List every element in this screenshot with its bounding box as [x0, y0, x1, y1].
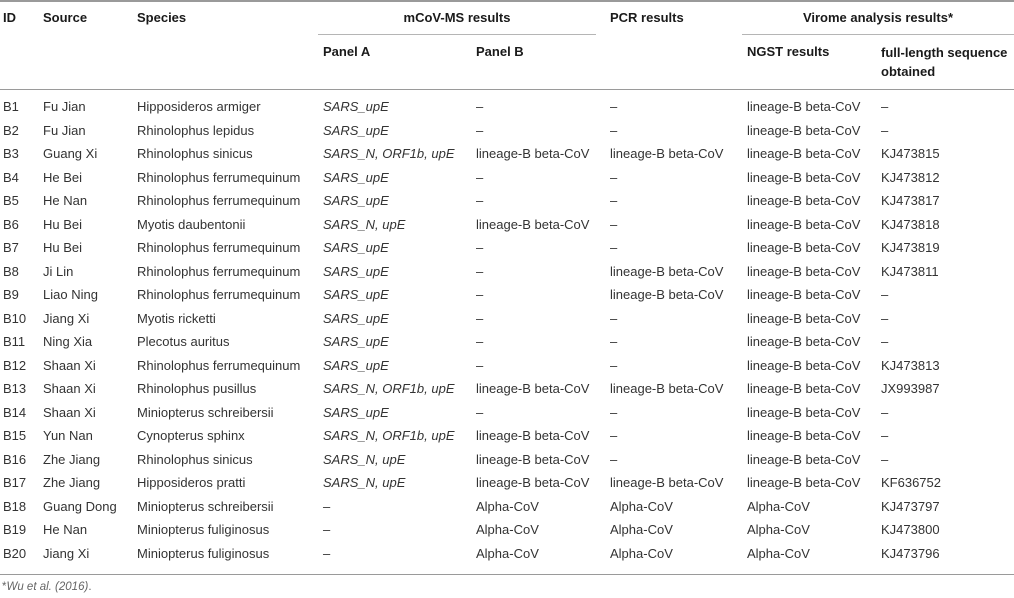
cell-species: Myotis ricketti — [137, 310, 216, 326]
cell-id: B12 — [3, 357, 27, 373]
cell-ngst: Alpha-CoV — [747, 522, 810, 537]
cell-species: Rhinolophus ferrumequinum — [137, 193, 301, 208]
cell-species: Hipposideros armiger — [137, 99, 261, 114]
cell-panel-a: SARS_N, upE — [323, 216, 406, 232]
cell-panel-b: lineage-B beta-CoV — [476, 381, 590, 396]
cell-species: Plecotus auritus — [137, 334, 230, 349]
table-row — [0, 472, 1014, 496]
cell-panel-a: SARS_upE — [323, 287, 389, 302]
cell-full-length: KJ473815 — [881, 146, 940, 161]
table-row — [0, 378, 1014, 402]
cell-panel-b: – — [476, 263, 484, 279]
table-bottom-rule — [0, 574, 1014, 575]
cell-panel-a: – — [323, 498, 331, 514]
cell-full-length: KJ473796 — [881, 545, 940, 561]
cell-panel-b: lineage-B beta-CoV — [476, 216, 590, 232]
cell-panel-a: SARS_upE — [323, 357, 389, 373]
cell-full-length: KJ473813 — [881, 357, 940, 373]
cell-id: B20 — [3, 545, 27, 561]
cell-species: Rhinolophus ferrumequinum — [137, 240, 301, 255]
cell-full-length: – — [881, 334, 889, 349]
cell-full-length: JX993987 — [881, 381, 940, 396]
table-row — [0, 496, 1014, 520]
cell-panel-b: – — [476, 193, 484, 208]
cell-panel-a: SARS_upE — [323, 169, 389, 185]
cell-id: B8 — [3, 263, 19, 279]
table-row — [0, 331, 1014, 355]
cell-panel-a: SARS_N, ORF1b, upE — [323, 381, 455, 396]
virome-group-rule — [742, 34, 1014, 35]
cell-full-length: KJ473797 — [881, 498, 940, 514]
cell-full-length: KF636752 — [881, 475, 941, 490]
table-body — [0, 96, 1014, 566]
table-row — [0, 543, 1014, 567]
cell-ngst: lineage-B beta-CoV — [747, 240, 861, 255]
mcov-group-rule — [318, 34, 596, 35]
header-full-length: full-length sequence obtained — [881, 45, 1008, 79]
header-mcov-group: mCoV-MS results — [403, 10, 511, 25]
cell-panel-b: – — [476, 240, 484, 255]
cell-id: B9 — [3, 287, 19, 302]
cell-species: Rhinolophus ferrumequinum — [137, 357, 301, 373]
table-row — [0, 449, 1014, 473]
cell-species: Miniopterus schreibersii — [137, 404, 274, 420]
cell-pcr: lineage-B beta-CoV — [610, 287, 724, 302]
cell-panel-b: – — [476, 334, 484, 349]
table-row — [0, 284, 1014, 308]
table-row — [0, 120, 1014, 144]
cell-panel-b: lineage-B beta-CoV — [476, 428, 590, 443]
cell-ngst: lineage-B beta-CoV — [747, 169, 861, 185]
cell-panel-a: SARS_upE — [323, 193, 389, 208]
cell-panel-a: SARS_N, ORF1b, upE — [323, 146, 455, 161]
cell-ngst: lineage-B beta-CoV — [747, 404, 861, 420]
cell-id: B19 — [3, 522, 27, 537]
cell-panel-b: – — [476, 357, 484, 373]
cell-panel-a: SARS_upE — [323, 263, 389, 279]
cell-panel-a: – — [323, 545, 331, 561]
cell-full-length: – — [881, 428, 889, 443]
cell-source: Fu Jian — [43, 99, 86, 114]
cell-ngst: lineage-B beta-CoV — [747, 381, 861, 396]
cell-species: Rhinolophus sinicus — [137, 146, 253, 161]
cell-species: Miniopterus fuliginosus — [137, 545, 270, 561]
cell-species: Cynopterus sphinx — [137, 428, 245, 443]
cell-source: Fu Jian — [43, 122, 86, 138]
cell-species: Rhinolophus pusillus — [137, 381, 257, 396]
table-row — [0, 143, 1014, 167]
cell-ngst: lineage-B beta-CoV — [747, 99, 861, 114]
cell-ngst: lineage-B beta-CoV — [747, 475, 861, 490]
cell-source: Ning Xia — [43, 334, 93, 349]
header-panel-a: Panel A — [323, 44, 371, 59]
cell-source: Hu Bei — [43, 240, 83, 255]
cell-panel-b: – — [476, 310, 484, 326]
cell-panel-b: lineage-B beta-CoV — [476, 146, 590, 161]
cell-id: B2 — [3, 122, 19, 138]
cell-source: He Nan — [43, 193, 88, 208]
cell-species: Hipposideros pratti — [137, 475, 246, 490]
header-ngst: NGST results — [747, 44, 830, 59]
cell-ngst: lineage-B beta-CoV — [747, 357, 861, 373]
cell-species: Rhinolophus sinicus — [137, 451, 253, 467]
cell-full-length: KJ473800 — [881, 522, 940, 537]
cell-ngst: lineage-B beta-CoV — [747, 263, 861, 279]
cell-full-length: – — [881, 404, 889, 420]
cell-panel-b: – — [476, 122, 484, 138]
cell-ngst: Alpha-CoV — [747, 498, 810, 514]
cell-source: Yun Nan — [43, 428, 93, 443]
cell-panel-b: Alpha-CoV — [476, 522, 539, 537]
cell-ngst: lineage-B beta-CoV — [747, 334, 861, 349]
cell-id: B16 — [3, 451, 27, 467]
cell-id: B17 — [3, 475, 27, 490]
cell-id: B14 — [3, 404, 27, 420]
table-row — [0, 96, 1014, 120]
cell-panel-b: Alpha-CoV — [476, 498, 539, 514]
cell-species: Rhinolophus ferrumequinum — [137, 287, 301, 302]
cell-id: B18 — [3, 498, 27, 514]
cell-ngst: lineage-B beta-CoV — [747, 310, 861, 326]
cell-source: He Bei — [43, 169, 83, 185]
cell-pcr: – — [610, 334, 618, 349]
header-species: Species — [137, 10, 187, 25]
cell-species: Miniopterus schreibersii — [137, 498, 274, 514]
cell-id: B5 — [3, 193, 19, 208]
cell-panel-b: lineage-B beta-CoV — [476, 475, 590, 490]
cell-ngst: lineage-B beta-CoV — [747, 216, 861, 232]
cell-pcr: Alpha-CoV — [610, 498, 673, 514]
cell-panel-a: SARS_N, upE — [323, 451, 406, 467]
footnote-reference: Wu et al. (2016) — [6, 581, 89, 593]
cell-source: Hu Bei — [43, 216, 83, 232]
cell-source: Liao Ning — [43, 287, 98, 302]
cell-full-length: KJ473811 — [881, 263, 939, 279]
cell-pcr: – — [610, 216, 618, 232]
cell-full-length: – — [881, 451, 889, 467]
cell-panel-b: lineage-B beta-CoV — [476, 451, 590, 467]
cell-pcr: lineage-B beta-CoV — [610, 475, 724, 490]
header-source: Source — [43, 10, 88, 25]
table-row — [0, 214, 1014, 238]
cell-source: Shaan Xi — [43, 381, 96, 396]
cell-ngst: lineage-B beta-CoV — [747, 193, 861, 208]
cell-species: Myotis daubentonii — [137, 216, 246, 232]
cell-pcr: – — [610, 428, 618, 443]
cell-panel-a: SARS_N, ORF1b, upE — [323, 428, 455, 443]
cell-full-length: – — [881, 310, 889, 326]
table-row — [0, 190, 1014, 214]
cell-full-length: KJ473819 — [881, 240, 940, 255]
cell-source: Jiang Xi — [43, 310, 90, 326]
table-row — [0, 308, 1014, 332]
cell-id: B11 — [3, 334, 26, 349]
cell-pcr: – — [610, 193, 618, 208]
table-row — [0, 167, 1014, 191]
cell-source: Guang Xi — [43, 146, 98, 161]
cell-ngst: Alpha-CoV — [747, 545, 810, 561]
table-row — [0, 261, 1014, 285]
cell-panel-b: – — [476, 99, 484, 114]
cell-full-length: – — [881, 287, 889, 302]
cell-pcr: Alpha-CoV — [610, 545, 673, 561]
cell-id: B15 — [3, 428, 27, 443]
cell-source: Guang Dong — [43, 498, 117, 514]
header-id: ID — [3, 10, 16, 25]
cell-panel-a: SARS_upE — [323, 334, 389, 349]
cell-panel-a: – — [323, 522, 331, 537]
cell-panel-a: SARS_upE — [323, 310, 389, 326]
cell-panel-b: – — [476, 404, 484, 420]
cell-pcr: Alpha-CoV — [610, 522, 673, 537]
cell-ngst: lineage-B beta-CoV — [747, 451, 861, 467]
cell-ngst: lineage-B beta-CoV — [747, 146, 861, 161]
cell-panel-a: SARS_upE — [323, 122, 389, 138]
cell-ngst: lineage-B beta-CoV — [747, 428, 861, 443]
header-pcr: PCR results — [610, 10, 684, 25]
cell-full-length: KJ473818 — [881, 216, 940, 232]
cell-source: He Nan — [43, 522, 88, 537]
footnote-marker: * — [2, 581, 7, 593]
cell-pcr: lineage-B beta-CoV — [610, 146, 724, 161]
cell-pcr: – — [610, 451, 618, 467]
footnote-suffix: . — [88, 581, 92, 593]
table-row — [0, 402, 1014, 426]
cell-panel-a: SARS_upE — [323, 99, 389, 114]
cell-full-length: KJ473817 — [881, 193, 940, 208]
cell-source: Jiang Xi — [43, 545, 90, 561]
cell-pcr: – — [610, 404, 618, 420]
cell-pcr: lineage-B beta-CoV — [610, 381, 724, 396]
header-bottom-rule — [0, 89, 1014, 90]
cell-species: Rhinolophus ferrumequinum — [137, 169, 301, 185]
cell-panel-b: Alpha-CoV — [476, 545, 539, 561]
cell-pcr: – — [610, 169, 618, 185]
table-row — [0, 237, 1014, 261]
cell-id: B6 — [3, 216, 19, 232]
cell-panel-b: – — [476, 287, 484, 302]
cell-source: Ji Lin — [43, 263, 74, 279]
table-row — [0, 355, 1014, 379]
cell-id: B13 — [3, 381, 27, 396]
footnote — [2, 581, 92, 593]
cell-source: Zhe Jiang — [43, 475, 101, 490]
cell-pcr: – — [610, 310, 618, 326]
cell-species: Miniopterus fuliginosus — [137, 522, 270, 537]
cell-panel-a: SARS_upE — [323, 404, 389, 420]
header-panel-b: Panel B — [476, 44, 524, 59]
cell-panel-b: – — [476, 169, 484, 185]
table-row — [0, 425, 1014, 449]
cell-source: Shaan Xi — [43, 404, 96, 420]
cell-pcr: – — [610, 99, 618, 114]
cell-id: B7 — [3, 240, 19, 255]
header-virome-group: Virome analysis results* — [802, 10, 954, 25]
cell-pcr: – — [610, 357, 618, 373]
cell-source: Zhe Jiang — [43, 451, 101, 467]
cell-panel-a: SARS_N, upE — [323, 475, 406, 490]
cell-pcr: lineage-B beta-CoV — [610, 263, 724, 279]
cell-full-length: KJ473812 — [881, 169, 940, 185]
cell-species: Rhinolophus ferrumequinum — [137, 263, 301, 279]
table-top-rule — [0, 0, 1014, 2]
cell-id: B1 — [3, 99, 19, 114]
cell-panel-a: SARS_upE — [323, 240, 389, 255]
cell-full-length: – — [881, 99, 889, 114]
table-row — [0, 519, 1014, 543]
cell-ngst: lineage-B beta-CoV — [747, 287, 861, 302]
cell-id: B4 — [3, 169, 19, 185]
cell-species: Rhinolophus lepidus — [137, 122, 255, 138]
cell-full-length: – — [881, 122, 889, 138]
cell-id: B3 — [3, 146, 19, 161]
cell-pcr: – — [610, 122, 618, 138]
cell-pcr: – — [610, 240, 618, 255]
cell-ngst: lineage-B beta-CoV — [747, 122, 861, 138]
cell-id: B10 — [3, 310, 27, 326]
cell-source: Shaan Xi — [43, 357, 96, 373]
